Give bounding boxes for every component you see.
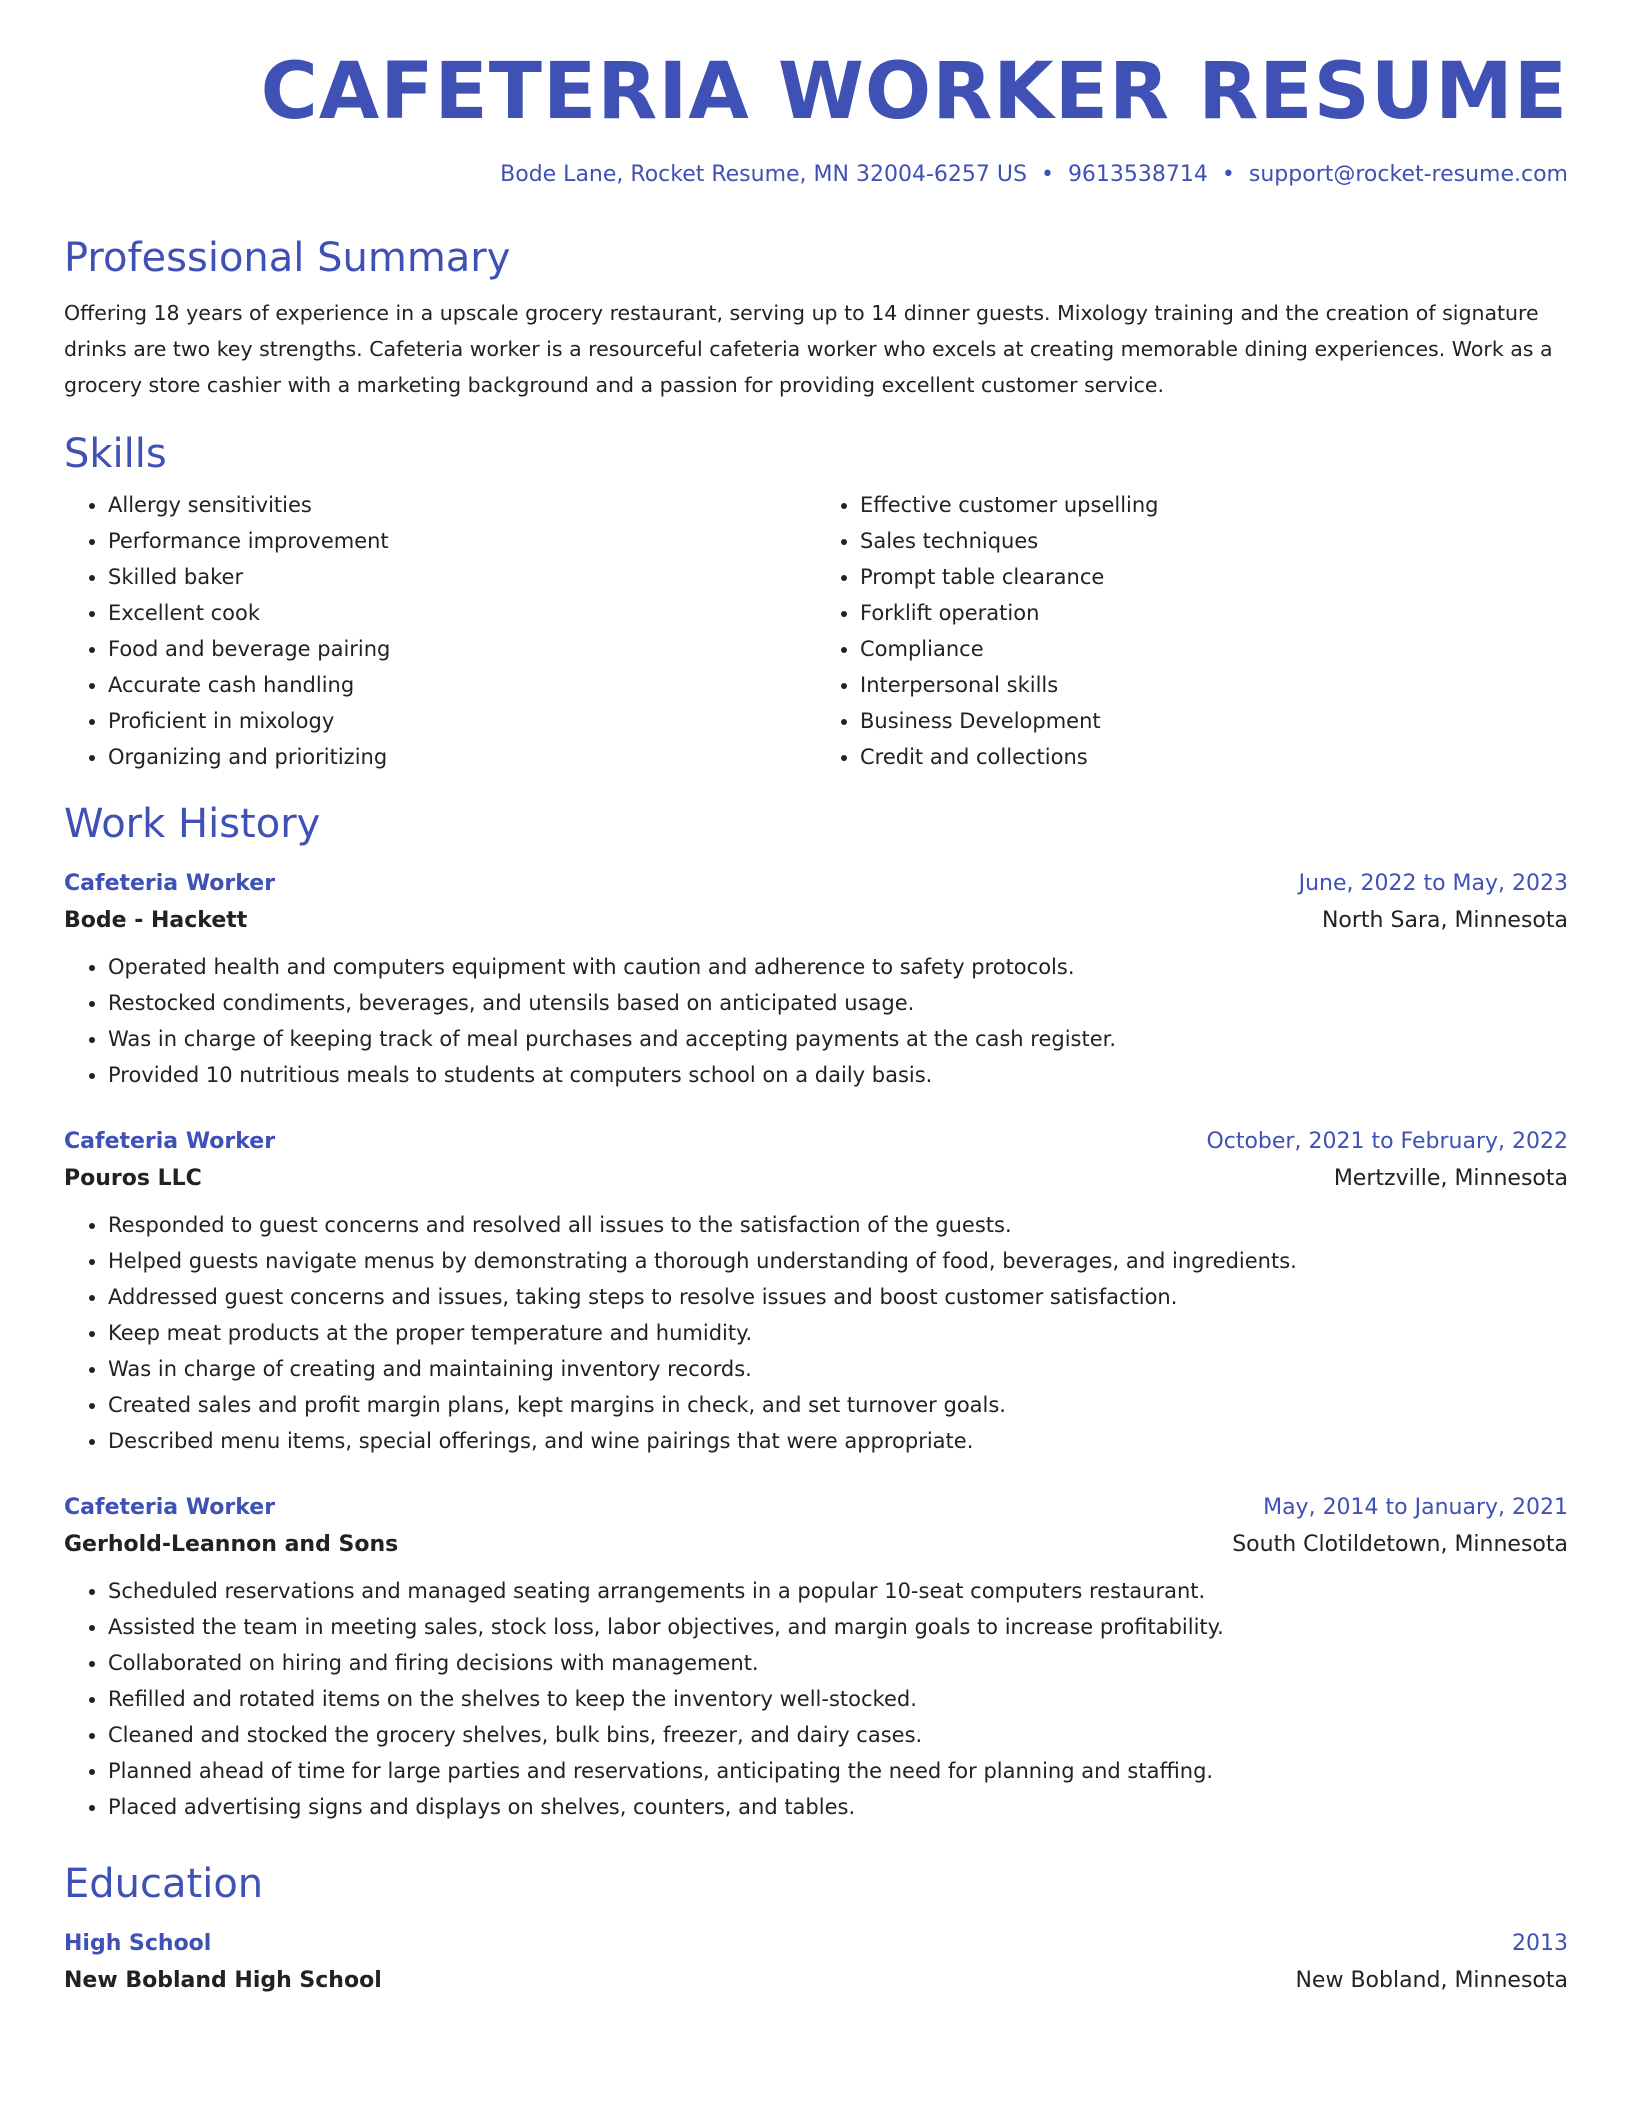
education-entry [64,1931,1568,1993]
job-title: Cafeteria Worker [64,1128,276,1154]
job-duty: • Was in charge of keeping track of meal purchases and accepting payments at the cash register. [108,1021,1568,1057]
summary-text: Offering 18 years of experience in a upscale grocery restaurant, serving up to 14 dinner guests. Mixology training and the creation of signature drinks are two key strengths. Cafeteria worker is a resourceful cafeteria worker who excels at creating memorable dining experiences. Work as a grocery store cashier with a marketing background and a passion for providing excellent customer service. [64,300,1553,397]
job-duty: • Was in charge of creating and maintaining inventory records. [108,1351,1568,1387]
job-duties-list [64,1573,1568,1825]
job-entry [64,1495,1568,1825]
skill-item: • Sales techniques [860,523,1568,559]
skill-item: • Credit and collections [860,739,1568,775]
skill-item: • Excellent cook [108,595,816,631]
job-duty: • Placed advertising signs and displays on shelves, counters, and tables. [108,1789,1568,1825]
skill-item: • Accurate cash handling [108,667,816,703]
job-duty: • Responded to guest concerns and resolved all issues to the satisfaction of the guests. [108,1207,1568,1243]
contact-separator: • [1221,161,1235,187]
skill-item: • Skilled baker [108,559,816,595]
job-company: Gerhold-Leannon and Sons [64,1531,399,1557]
job-location: North Sara, Minnesota [1321,907,1568,933]
job-duty: • Assisted the team in meeting sales, stock loss, labor objectives, and margin goals to increase profitability. [108,1609,1568,1645]
skill-item: • Performance improvement [108,523,816,559]
education-degree: High School [64,1930,212,1956]
job-duty: • Refilled and rotated items on the shelves to keep the inventory well-stocked. [108,1681,1568,1717]
job-company: Pouros LLC [64,1165,202,1191]
summary-heading: Professional Summary [64,234,511,281]
job-subheader [64,908,1568,933]
job-duty: • Keep meat products at the proper temperature and humidity. [108,1315,1568,1351]
job-subheader [64,1532,1568,1557]
skill-item: • Allergy sensitivities [108,487,816,523]
job-dates: October, 2021 to February, 2022 [1206,1128,1568,1154]
skills-grid [64,487,1568,775]
job-dates: May, 2014 to January, 2021 [1263,1494,1568,1520]
contact-email[interactable]: support@rocket-resume.com [1248,161,1568,187]
job-company: Bode - Hackett [64,907,248,933]
education-year: 2013 [1512,1930,1568,1956]
resume-header [64,47,1568,187]
job-entry [64,1129,1568,1459]
education-header [64,1931,1568,1956]
contact-address: Bode Lane, Rocket Resume, MN 32004-6257 US [500,161,1027,187]
education-subheader [64,1968,1568,1993]
job-duty: • Collaborated on hiring and firing decisions with management. [108,1645,1568,1681]
summary-section [64,235,1568,403]
job-duty: • Cleaned and stocked the grocery shelves, bulk bins, freezer, and dairy cases. [108,1717,1568,1753]
skill-item: • Compliance [860,631,1568,667]
job-title: Cafeteria Worker [64,1494,276,1520]
job-entry [64,871,1568,1093]
skill-item: • Effective customer upselling [860,487,1568,523]
job-header [64,1495,1568,1520]
work-history-heading: Work History [64,800,321,847]
job-duty: • Scheduled reservations and managed seating arrangements in a popular 10-seat computers restaurant. [108,1573,1568,1609]
job-title: Cafeteria Worker [64,870,276,896]
job-duty: • Addressed guest concerns and issues, taking steps to resolve issues and boost customer satisfaction. [108,1279,1568,1315]
education-section [64,1861,1568,1993]
skills-heading: Skills [64,430,167,477]
skill-item: • Organizing and prioritizing [108,739,816,775]
job-header [64,1129,1568,1154]
job-header [64,871,1568,896]
contact-line [64,162,1568,187]
skills-list-left [64,487,816,775]
skill-item: • Forklift operation [860,595,1568,631]
work-history-section [64,801,1568,1825]
job-duty: • Operated health and computers equipment with caution and adherence to safety protocols. [108,949,1568,985]
job-duty: • Provided 10 nutritious meals to students at computers school on a daily basis. [108,1057,1568,1093]
skills-section [64,431,1568,775]
job-location: South Clotildetown, Minnesota [1232,1531,1568,1557]
job-duty: • Restocked condiments, beverages, and utensils based on anticipated usage. [108,985,1568,1021]
job-subheader [64,1166,1568,1191]
skill-item: • Business Development [860,703,1568,739]
job-duties-list [64,1207,1568,1459]
job-duty: • Created sales and profit margin plans, kept margins in check, and set turnover goals. [108,1387,1568,1423]
job-duty: • Helped guests navigate menus by demonstrating a thorough understanding of food, beverages, and ingredients. [108,1243,1568,1279]
contact-separator: • [1040,161,1054,187]
job-dates: June, 2022 to May, 2023 [1298,870,1568,896]
contact-phone: 9613538714 [1067,161,1208,187]
skill-item: • Food and beverage pairing [108,631,816,667]
education-school: New Bobland High School [64,1967,382,1993]
education-heading: Education [64,1860,264,1907]
job-duties-list [64,949,1568,1093]
education-location: New Bobland, Minnesota [1295,1967,1568,1993]
skills-list-right [816,487,1568,775]
skill-item: • Prompt table clearance [860,559,1568,595]
skill-item: • Proficient in mixology [108,703,816,739]
job-location: Mertzville, Minnesota [1333,1165,1568,1191]
job-duty: • Planned ahead of time for large parties and reservations, anticipating the need for planning and staffing. [108,1753,1568,1789]
resume-title: CAFETERIA WORKER RESUME [260,47,1568,137]
skill-item: • Interpersonal skills [860,667,1568,703]
job-duty: • Described menu items, special offerings, and wine pairings that were appropriate. [108,1423,1568,1459]
